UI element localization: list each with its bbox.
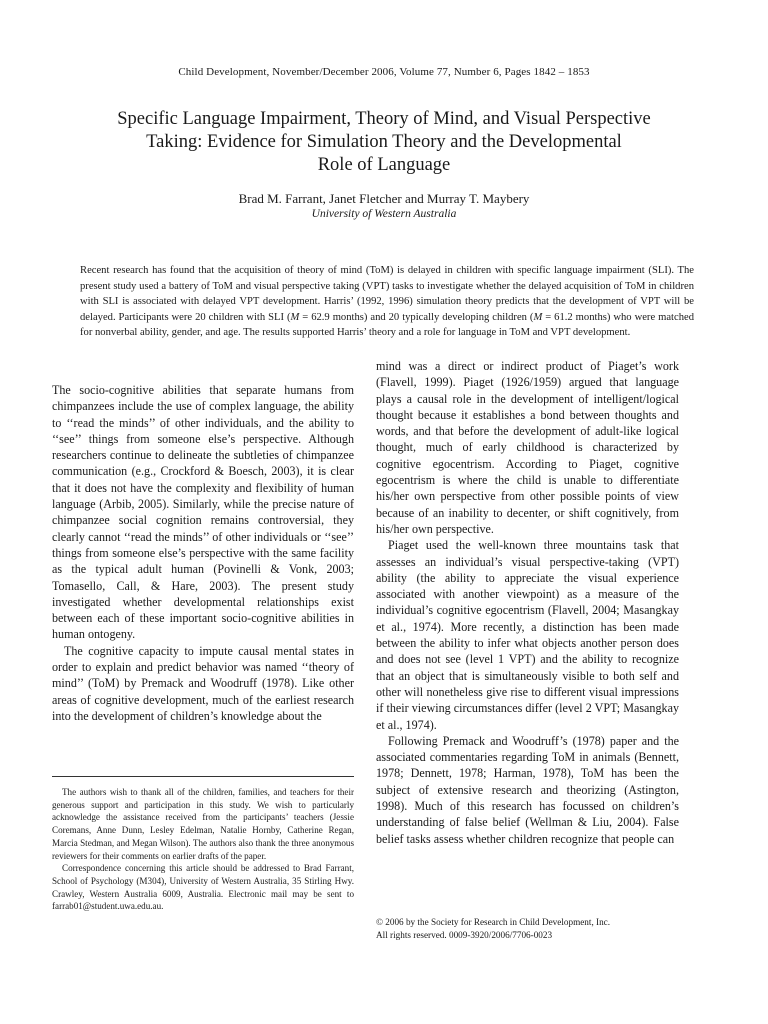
- body-column-left: [52, 382, 354, 724]
- title-line: Specific Language Impairment, Theory of Mind, and Visual Perspective: [117, 109, 651, 129]
- title-line: Taking: Evidence for Simulation Theory and the Developmental: [146, 132, 622, 152]
- running-head: Child Development, November/December 2006, Volume 77, Number 6, Pages 1842 – 1853: [178, 66, 590, 78]
- footnote-divider: [52, 776, 354, 777]
- footnotes: [52, 786, 354, 913]
- abstract-text: = 61.2 months) who were matched for nonverbal ability, gender, and age. The results supported Harris’ theory and a role for language in ToM and VPT development.: [80, 311, 694, 339]
- author-affiliation: University of Western Australia: [311, 208, 457, 220]
- abstract-mean-symbol: M: [290, 311, 300, 323]
- abstract-mean-symbol: M: [533, 311, 543, 323]
- copyright-line: All rights reserved. 0009-3920/2006/7706-0023: [376, 930, 553, 940]
- body-paragraph: Piaget used the well-known three mountains task that assesses an individual’s visual perspective-taking (VPT) ability (the ability to appreciate the visual experience associated with another viewpoint) as a measure of the individual’s cognitive egocentrism (Flavell, 2004; Masangkay et al., 1974). More recently, a distinction has been made between the ability to infer what objects another person does and does not see (level 1 VPT) and the ability to recognize that an object that is simultaneously visible to both self and other will nonetheless give rise to different visual impressions if their viewing circumstances differ (level 2 VPT; Masangkay et al., 1974).: [376, 538, 679, 732]
- body-paragraph: The cognitive capacity to impute causal mental states in order to explain and predict behavior was named ‘‘theory of mind’’ (ToM) by Premack and Woodruff (1978). Like other areas of cognitive development, much of the earliest research into the development of children’s knowledge about the: [52, 643, 354, 723]
- abstract-text: Recent research has found that the acquisition of theory of mind (ToM) is delayed in children with specific language impairment (SLI). The present study used a battery of ToM and visual perspective taking (VPT) tasks to investigate whether the delayed acquisition of ToM in children with SLI is associated with delayed VPT development. Harris’ (1992, 1996) simulation theory predicts that the development of VPT will be delayed. Participants were 20 children with SLI (: [80, 265, 694, 323]
- copyright-line: © 2006 by the Society for Research in Child Development, Inc.: [376, 917, 611, 927]
- body-paragraph: mind was a direct or indirect product of Piaget’s work (Flavell, 1999). Piaget (1926/1959) argued that language plays a causal role in the development of intelligent/logical thought because it establishes a bond between thoughts and words, and that before the development of adult-like logical thought, much of early childhood is characterized by cognitive egocentrism. According to Piaget, cognitive egocentrism is where the child is unable to differentiate his/her own perspective from other possible points of view because of an inability to decenter, or shift cognitively, from his/her own perspective.: [376, 359, 679, 536]
- abstract: [80, 263, 694, 341]
- body-column-right: [376, 358, 679, 847]
- author-list: Brad M. Farrant, Janet Fletcher and Murray T. Maybery: [238, 191, 530, 206]
- article-title: [60, 108, 708, 177]
- abstract-text: = 62.9 months) and 20 typically developing children (: [299, 311, 534, 323]
- title-line: Role of Language: [317, 155, 451, 175]
- body-paragraph: Following Premack and Woodruff’s (1978) paper and the associated commentaries regarding ToM in animals (Bennett, 1978; Dennett, 1978; Harman, 1978), ToM has been the subject of extensive research and theorizing (Astington, 1998). Much of this research has focussed on children’s understanding of false belief (Wellman & Liu, 2004). False belief tasks assess whether children recognize that people can: [376, 733, 679, 846]
- body-paragraph: The socio-cognitive abilities that separate humans from chimpanzees include the use of complex language, the ability to ‘‘read the minds’’ of other individuals, and the ability to ‘‘see’’ things from someone else’s perspective. Although researchers continue to delineate the subtleties of chimpanzee communication (e.g., Crockford & Boesch, 2003), it is clear that it does not have the complexity and flexibility of human language (Arbib, 2005). Similarly, while the precise nature of chimpanzee social cognition remains controversial, they clearly cannot ‘‘read the minds’’ of other individuals or ‘‘see’’ things from someone else’s perspective with the same facility as the typical adult human (Povinelli & Vonk, 2003; Tomasello, Call, & Hare, 2003). The present study investigated whether developmental relationships exist between each of these important socio-cognitive abilities in human ontogeny.: [52, 383, 354, 642]
- copyright-notice: [376, 916, 679, 942]
- footnote-correspondence: Correspondence concerning this article should be addressed to Brad Farrant, School of Psychology (M304), University of Western Australia, 35 Stirling Hwy. Crawley, Western Australia 6009, Australia. Electronic mail may be sent to farrab01@student.uwa.edu.au.: [52, 863, 354, 912]
- footnote-acknowledgments: The authors wish to thank all of the children, families, and teachers for their generous support and participation in this study. We wish to particularly acknowledge the assistance received from the participants’ teachers (Jessie Coremans, Anne Dunn, Lesley Edelman, Natalie Hornby, Catherine Regan, Marcia Stedman, and Megan Wilson). The authors also thank the three anonymous reviewers for their comments on earlier drafts of the paper.: [52, 787, 354, 861]
